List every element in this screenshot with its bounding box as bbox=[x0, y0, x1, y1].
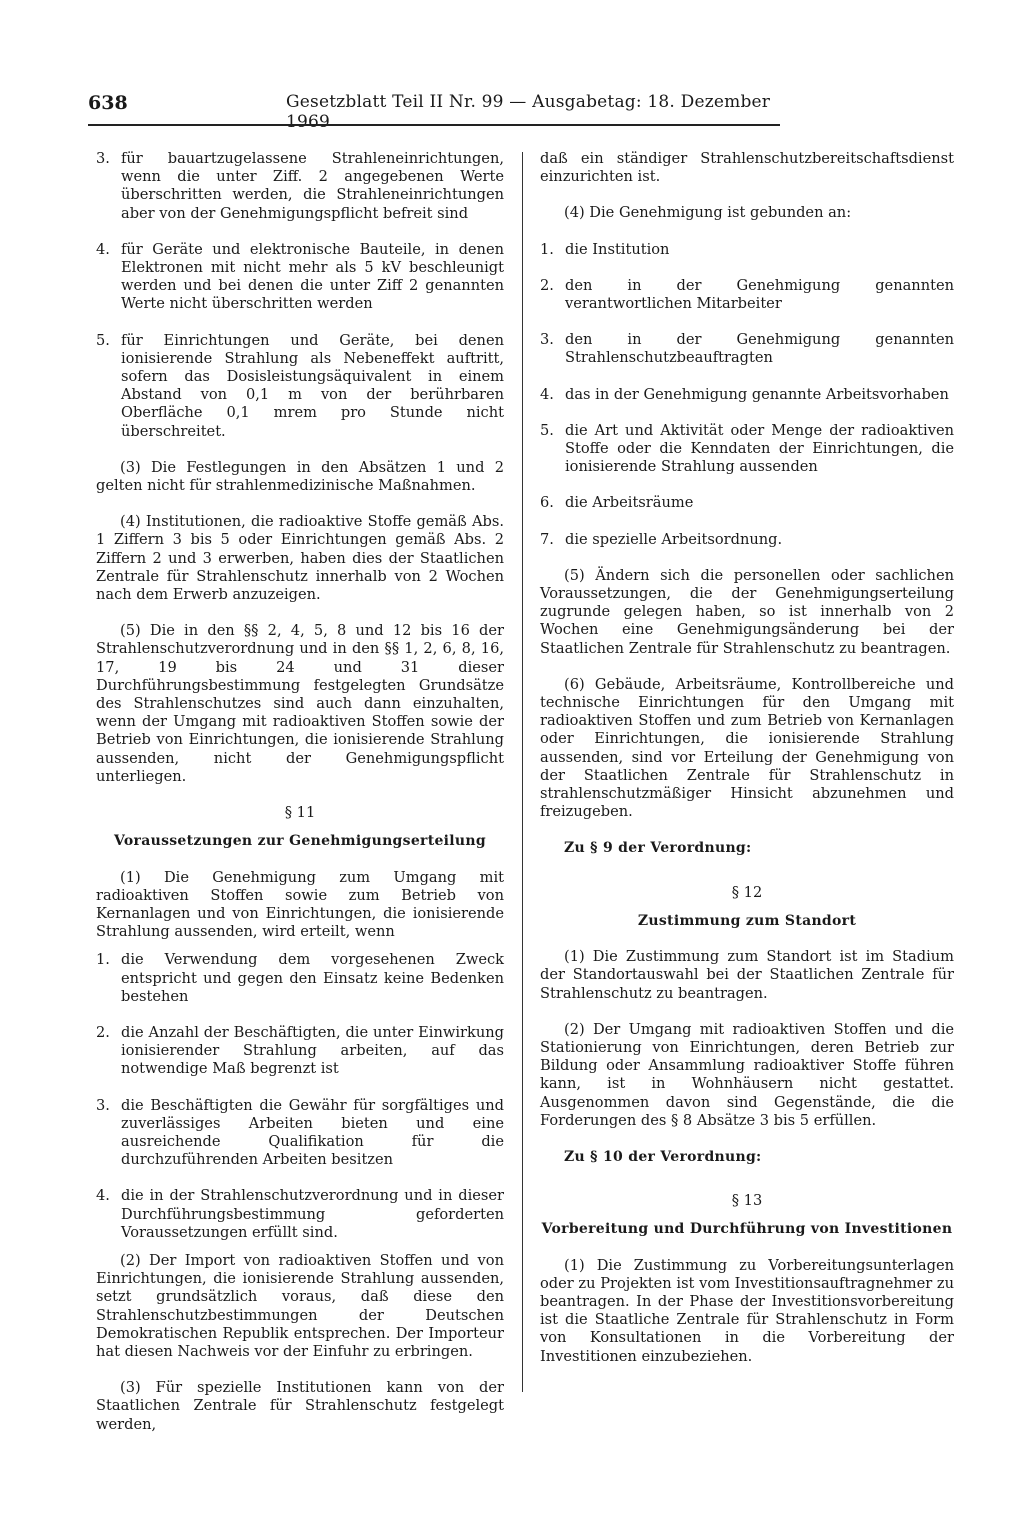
list-item: 6. die Arbeitsräume bbox=[540, 494, 694, 512]
list-item: 3. für bauartzugelassene Strahleneinrichtungen, wenn die unter Ziff. 2 angegebenen Werte überschritten werden, die Strahleneinrichtungen aber von der Genehmigungspflicht befreit sind bbox=[96, 150, 504, 222]
section-11-paragraph-2: (2) Der Import von radioaktiven Stoffen und von Einrichtungen, die ionisierende Strahlung aussenden, setzt grundsätzlich voraus, daß diese den Strahlenschutzbestimmungen der Deutschen Demokratischen Republik entsprechen. Der Importeur hat diesen Nachweis vor der Einfuhr zu erbringen. bbox=[96, 1251, 504, 1360]
section-13-paragraph-1: (1) Die Zustimmung zu Vorbereitungsunterlagen oder zu Projekten ist vom Investitionsauftragnehmer zu beantragen. In der Phase der Investitionsvorbereitung ist die Staatliche Zentrale für Strahlenschutz in Form von Konsultationen in die Vorbereitung der Investitionen einzubeziehen. bbox=[540, 1256, 954, 1365]
column-divider bbox=[522, 152, 523, 1392]
section-12-heading: § 12 bbox=[731, 883, 763, 901]
left-column bbox=[96, 150, 504, 1452]
section-12-title: Zustimmung zum Standort bbox=[637, 912, 857, 929]
zu-9-heading: Zu § 9 der Verordnung: bbox=[564, 840, 752, 857]
list-item: 4. das in der Genehmigung genannte Arbeitsvorhaben bbox=[540, 385, 949, 403]
header-rule bbox=[88, 124, 780, 126]
list-item: 4. die in der Strahlenschutzverordnung und in dieser Durchführungsbestimmung geforderten Voraussetzungen erfüllt sind. bbox=[96, 1187, 504, 1241]
paragraph-3: (3) Die Festlegungen in den Absätzen 1 und 2 gelten nicht für strahlenmedizinische Maßnahmen. bbox=[96, 458, 504, 495]
continuation-text: daß ein ständiger Strahlenschutzbereitschaftsdienst einzurichten ist. bbox=[540, 150, 954, 186]
zu-10-heading: Zu § 10 der Verordnung: bbox=[564, 1148, 762, 1165]
section-12-paragraph-1: (1) Die Zustimmung zum Standort ist im Stadium der Standortauswahl bei der Staatlichen Zentrale für Strahlenschutz zu beantragen. bbox=[540, 948, 954, 1002]
section-13-title: Vorbereitung und Durchführung von Investitionen bbox=[541, 1221, 953, 1238]
paragraph-5: (5) Ändern sich die personellen oder sachlichen Voraussetzungen, die der Genehmigungserteilung zugrunde gelegen haben, so ist innerhalb von 2 Wochen eine Genehmigungsänderung bei der Staatlichen Zentrale für Strahlenschutz zu beantragen. bbox=[540, 566, 954, 657]
paragraph-5: (5) Die in den §§ 2, 4, 5, 8 und 12 bis 16 der Strahlenschutzverordnung und in den §§ 1, 2, 6, 8, 16, 17, 19 bis 24 und 31 dieser Durchführungsbestimmung festgelegten Grundsätze des Strahlenschutzes sind auch dann einzuhalten, wenn der Umgang mit radioaktiven Stoffen sowie der Betrieb von Einrichtungen, die ionisierende Strahlung aussenden, nicht der Genehmigungspflicht unterliegen. bbox=[96, 622, 504, 785]
paragraph-6: (6) Gebäude, Arbeitsräume, Kontrollbereiche und technische Einrichtungen für den Umgang mit radioaktiven Stoffen und zum Betrieb von Kernanlagen oder Einrichtungen, die ionisierende Strahlung aussenden, sind vor Erteilung der Genehmigung von der Staatlichen Zentrale für Strahlenschutz in strahlenschutzmäßiger Hinsicht abzunehmen und freizugeben. bbox=[540, 675, 954, 821]
list-item: 1. die Verwendung dem vorgesehenen Zweck entspricht und gegen den Einsatz keine Bedenken bestehen bbox=[96, 951, 504, 1005]
list-item: 1. die Institution bbox=[540, 240, 670, 258]
list-item: 5. für Einrichtungen und Geräte, bei denen ionisierende Strahlung als Nebeneffekt auftritt, sofern das Dosisleistungsäquivalent in einem Abstand von 0,1 m von der berührbaren Oberfläche 0,1 mrem pro Stunde nicht überschreitet. bbox=[96, 331, 504, 440]
list-item: 3. den in der Genehmigung genannten Strahlenschutzbeauftragten bbox=[540, 331, 954, 367]
section-12-paragraph-2: (2) Der Umgang mit radioaktiven Stoffen und die Stationierung von Einrichtungen, deren Betrieb zur Bildung oder Ansammlung radioaktiver Stoffe führen kann, ist in Wohnhäusern nicht gestattet. Ausgenommen davon sind Gegenstände, die die Forderungen des § 8 Absätze 3 bis 5 erfüllen. bbox=[540, 1020, 954, 1129]
right-column bbox=[540, 150, 954, 1384]
list-item: 3. die Beschäftigten die Gewähr für sorgfältiges und zuverlässiges Arbeiten bieten und eine ausreichende Qualifikation für die durchzuführenden Arbeiten besitzen bbox=[96, 1096, 504, 1169]
running-head: Gesetzblatt Teil II Nr. 99 — Ausgabetag: 18. Dezember 1969 bbox=[286, 92, 771, 132]
list-item: 4. für Geräte und elektronische Bauteile, in denen Elektronen mit nicht mehr als 5 kV beschleunigt werden und bei denen die unter Ziff 2 genannten Werte nicht überschritten werden bbox=[96, 240, 504, 313]
page-number: 638 bbox=[88, 92, 128, 114]
paragraph-4: (4) Institutionen, die radioaktive Stoffe gemäß Abs. 1 Ziffern 3 bis 5 oder Einrichtungen gemäß Abs. 2 Ziffern 2 und 3 erwerben, haben dies der Staatlichen Zentrale für Strahlenschutz innerhalb von 2 Wochen nach dem Erwerb anzuzeigen. bbox=[96, 513, 504, 604]
section-13-heading: § 13 bbox=[731, 1192, 763, 1210]
section-11-heading: § 11 bbox=[284, 804, 316, 822]
section-11-paragraph-1: (1) Die Genehmigung zum Umgang mit radioaktiven Stoffen sowie zum Betrieb von Kernanlagen und von Einrichtungen, die ionisierende Strahlung aussenden, wird erteilt, wenn bbox=[96, 868, 504, 941]
list-item: 5. die Art und Aktivität oder Menge der radioaktiven Stoffe oder die Kenndaten der Einrichtungen, die ionisierende Strahlung aussenden bbox=[540, 421, 954, 476]
list-item: 7. die spezielle Arbeitsordnung. bbox=[540, 530, 783, 548]
list-item: 2. den in der Genehmigung genannten verantwortlichen Mitarbeiter bbox=[540, 276, 954, 313]
page-header bbox=[88, 92, 780, 132]
paragraph-4-intro: (4) Die Genehmigung ist gebunden an: bbox=[564, 204, 852, 222]
list-item: 2. die Anzahl der Beschäftigten, die unter Einwirkung ionisierender Strahlung arbeiten, auf das notwendige Maß begrenzt ist bbox=[96, 1023, 504, 1078]
section-11-title: Voraussetzungen zur Genehmigungserteilung bbox=[114, 833, 486, 850]
section-11-paragraph-3: (3) Für spezielle Institutionen kann von der Staatlichen Zentrale für Strahlenschutz festgelegt werden, bbox=[96, 1379, 504, 1433]
